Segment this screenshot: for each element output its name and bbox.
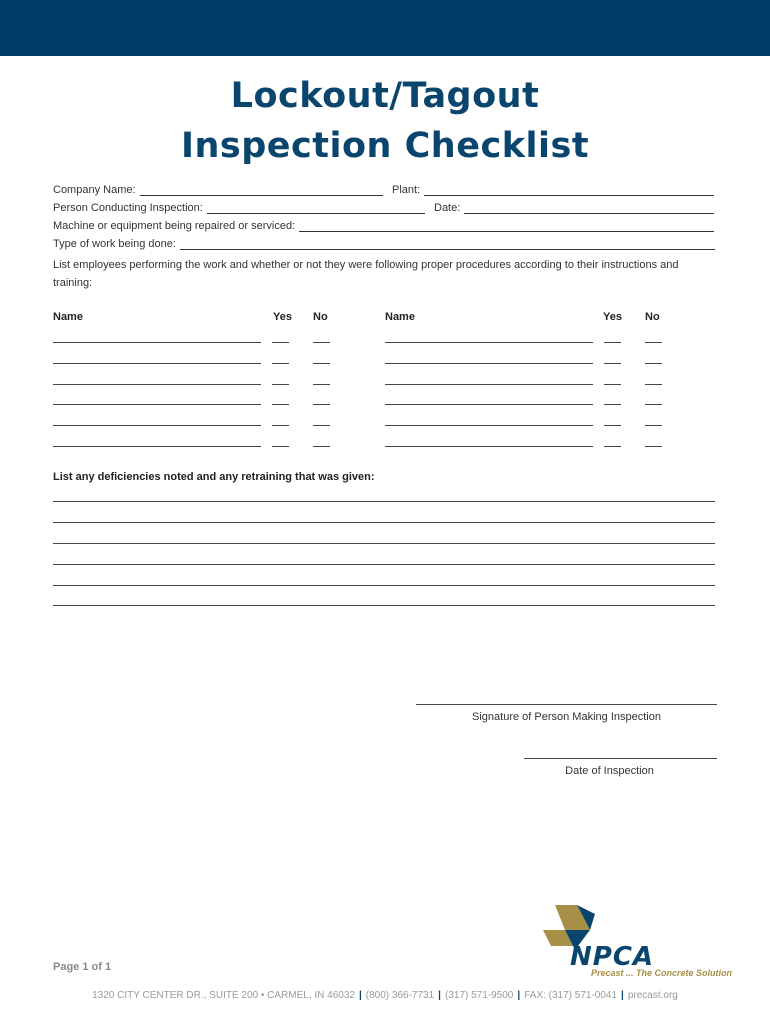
- no-blank[interactable]: [645, 404, 662, 405]
- signature-line[interactable]: [416, 704, 717, 705]
- date-of-inspection-caption: Date of Inspection: [565, 765, 654, 777]
- yes-blank[interactable]: [272, 404, 289, 405]
- no-header-right: No: [645, 311, 660, 323]
- no-blank[interactable]: [645, 425, 662, 426]
- date-of-inspection-line[interactable]: [524, 758, 717, 759]
- date-line: [464, 204, 714, 214]
- no-blank[interactable]: [645, 384, 662, 385]
- machine-label: Machine or equipment being repaired or serviced:: [53, 220, 296, 232]
- yes-blank[interactable]: [604, 384, 621, 385]
- no-blank[interactable]: [313, 363, 330, 364]
- deficiency-line[interactable]: [53, 605, 715, 606]
- yes-blank[interactable]: [604, 363, 621, 364]
- footer-phone1: (800) 366-7731: [365, 990, 435, 1001]
- employee-name-line[interactable]: [53, 384, 261, 385]
- deficiency-line[interactable]: [53, 522, 715, 523]
- footer-phone2: (317) 571-9500: [444, 990, 514, 1001]
- no-blank[interactable]: [313, 425, 330, 426]
- plant-field[interactable]: [392, 182, 714, 196]
- person-conducting-line: [207, 204, 425, 214]
- date-label: Date:: [434, 202, 461, 214]
- footer-separator: |: [358, 990, 362, 1001]
- person-conducting-field[interactable]: [53, 200, 425, 214]
- employee-name-line[interactable]: [385, 342, 593, 343]
- deficiency-line[interactable]: [53, 585, 715, 586]
- employee-name-line[interactable]: [385, 363, 593, 364]
- yes-header-right: Yes: [603, 311, 622, 323]
- deficiencies-label: List any deficiencies noted and any retraining that was given:: [53, 471, 375, 483]
- employee-name-line[interactable]: [53, 425, 261, 426]
- signature-caption: Signature of Person Making Inspection: [472, 711, 661, 723]
- employee-name-line[interactable]: [53, 363, 261, 364]
- footer-website[interactable]: precast.org: [627, 990, 678, 1001]
- logo-tagline: Precast ... The Concrete Solution: [591, 968, 733, 978]
- date-field[interactable]: [434, 200, 714, 214]
- no-blank[interactable]: [313, 404, 330, 405]
- no-header-left: No: [313, 311, 328, 323]
- footer-separator: |: [517, 990, 521, 1001]
- yes-blank[interactable]: [272, 342, 289, 343]
- deficiency-line[interactable]: [53, 501, 715, 502]
- yes-blank[interactable]: [272, 384, 289, 385]
- no-blank[interactable]: [313, 384, 330, 385]
- no-blank[interactable]: [645, 342, 662, 343]
- footer-address: 1320 CITY CENTER DR., SUITE 200 • CARMEL, IN 46032: [92, 990, 355, 1001]
- name-header-left: Name: [53, 311, 83, 323]
- work-type-label: Type of work being done:: [53, 238, 176, 250]
- document-title-line1: Lockout/Tagout: [230, 76, 540, 116]
- yes-blank[interactable]: [604, 404, 621, 405]
- instructions-text: List employees performing the work and whether or not they were following proper procedures according to their instructions and training:: [53, 259, 679, 289]
- yes-blank[interactable]: [604, 425, 621, 426]
- employee-name-line[interactable]: [385, 425, 593, 426]
- yes-blank[interactable]: [272, 363, 289, 364]
- no-blank[interactable]: [645, 363, 662, 364]
- no-blank[interactable]: [313, 446, 330, 447]
- yes-blank[interactable]: [604, 446, 621, 447]
- yes-blank[interactable]: [272, 446, 289, 447]
- footer-separator: |: [438, 990, 441, 1001]
- company-name-field[interactable]: [53, 182, 383, 196]
- company-name-line: [140, 186, 383, 196]
- person-conducting-label: Person Conducting Inspection:: [53, 202, 203, 214]
- yes-blank[interactable]: [604, 342, 621, 343]
- work-type-line: [180, 240, 715, 250]
- document-title-line2: Inspection Checklist: [180, 126, 590, 166]
- yes-blank[interactable]: [272, 425, 289, 426]
- footer-fax: FAX: (317) 571-0041: [524, 990, 618, 1001]
- employee-name-line[interactable]: [385, 404, 593, 405]
- name-header-right: Name: [385, 311, 415, 323]
- deficiency-line[interactable]: [53, 543, 715, 544]
- footer: [0, 990, 770, 1001]
- plant-label: Plant:: [392, 184, 421, 196]
- footer-separator: |: [621, 990, 624, 1001]
- npca-logo-text: NPCA: [570, 942, 655, 972]
- deficiency-line[interactable]: [53, 564, 715, 565]
- yes-header-left: Yes: [273, 311, 292, 323]
- machine-line: [299, 222, 714, 232]
- employee-name-line[interactable]: [53, 342, 261, 343]
- no-blank[interactable]: [645, 446, 662, 447]
- employee-name-line[interactable]: [385, 384, 593, 385]
- employee-name-line[interactable]: [385, 446, 593, 447]
- machine-field[interactable]: [53, 218, 714, 232]
- plant-line: [424, 186, 714, 196]
- work-type-field[interactable]: [53, 236, 715, 250]
- employee-name-line[interactable]: [53, 404, 261, 405]
- header-bar: [0, 0, 770, 56]
- page-number: Page 1 of 1: [53, 961, 112, 973]
- employee-name-line[interactable]: [53, 446, 261, 447]
- company-name-label: Company Name:: [53, 184, 136, 196]
- no-blank[interactable]: [313, 342, 330, 343]
